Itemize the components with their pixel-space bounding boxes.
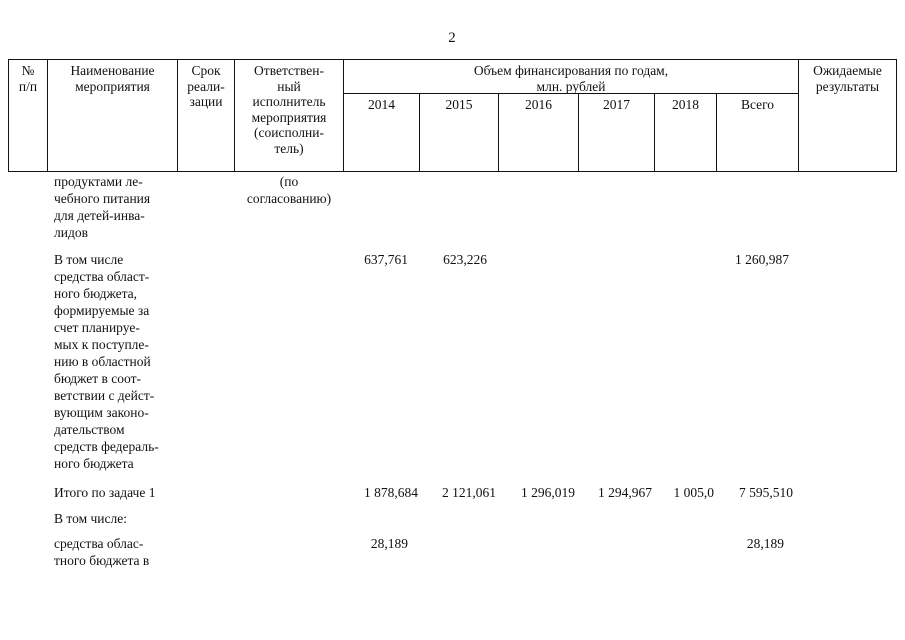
page-number: 2: [448, 30, 456, 46]
table-header: [0, 0, 905, 180]
row4-name: В том числе:: [54, 511, 127, 526]
header-bottom-border: [8, 171, 897, 172]
row3-value-2014: 1 878,684: [364, 485, 418, 500]
row3-value-2016: 1 296,019: [521, 485, 575, 500]
header-year-2014: 2014: [368, 97, 395, 112]
header-num: № п/п: [18, 63, 38, 94]
header-results: Ожидаемые результаты: [813, 63, 882, 94]
header-top-border: [8, 59, 897, 60]
header-name: Наименование мероприятия: [70, 63, 155, 94]
row5-value-2014: 28,189: [370, 536, 408, 551]
header-total: Всего: [740, 97, 775, 112]
row1-name: продуктами ле- чебного питания для детей-инва- лидов: [54, 174, 151, 240]
row1-executor: (по согласованию): [246, 174, 332, 206]
row2-value-2014: 637,761: [364, 252, 408, 267]
row2-name: В том числе средства област- ного бюджета, формируемые за счет планируе- мых к поступле- нию в областной бюджет в соот- ветствии с дейст- вующим законо- дательством средств федераль- ного бюджета: [54, 252, 159, 471]
header-year-2018: 2018: [672, 97, 699, 112]
header-year-2017: 2017: [603, 97, 630, 112]
header-financing: Объем финансирования по годам, млн. рублей: [473, 63, 669, 94]
row3-value-2017: 1 294,967: [598, 485, 652, 500]
col-line: [896, 59, 897, 172]
row2-value-total: 1 260,987: [735, 252, 789, 267]
header-executor: Ответствен- ный исполнитель мероприятия (соисполни- тель): [251, 63, 327, 156]
header-year-2015: 2015: [445, 97, 473, 112]
header-year-2016: 2016: [525, 97, 552, 112]
row5-value-total: 28,189: [746, 536, 784, 551]
row5-name: средства облас- тного бюджета в: [54, 536, 150, 568]
row3-name: Итого по задаче 1: [54, 485, 156, 500]
row3-value-2015: 2 121,061: [442, 485, 496, 500]
row3-value-2018: 1 005,0: [673, 485, 714, 500]
row2-value-2015: 623,226: [443, 252, 487, 267]
row3-value-total: 7 595,510: [739, 485, 793, 500]
header-term: Срок реали- зации: [187, 63, 225, 109]
